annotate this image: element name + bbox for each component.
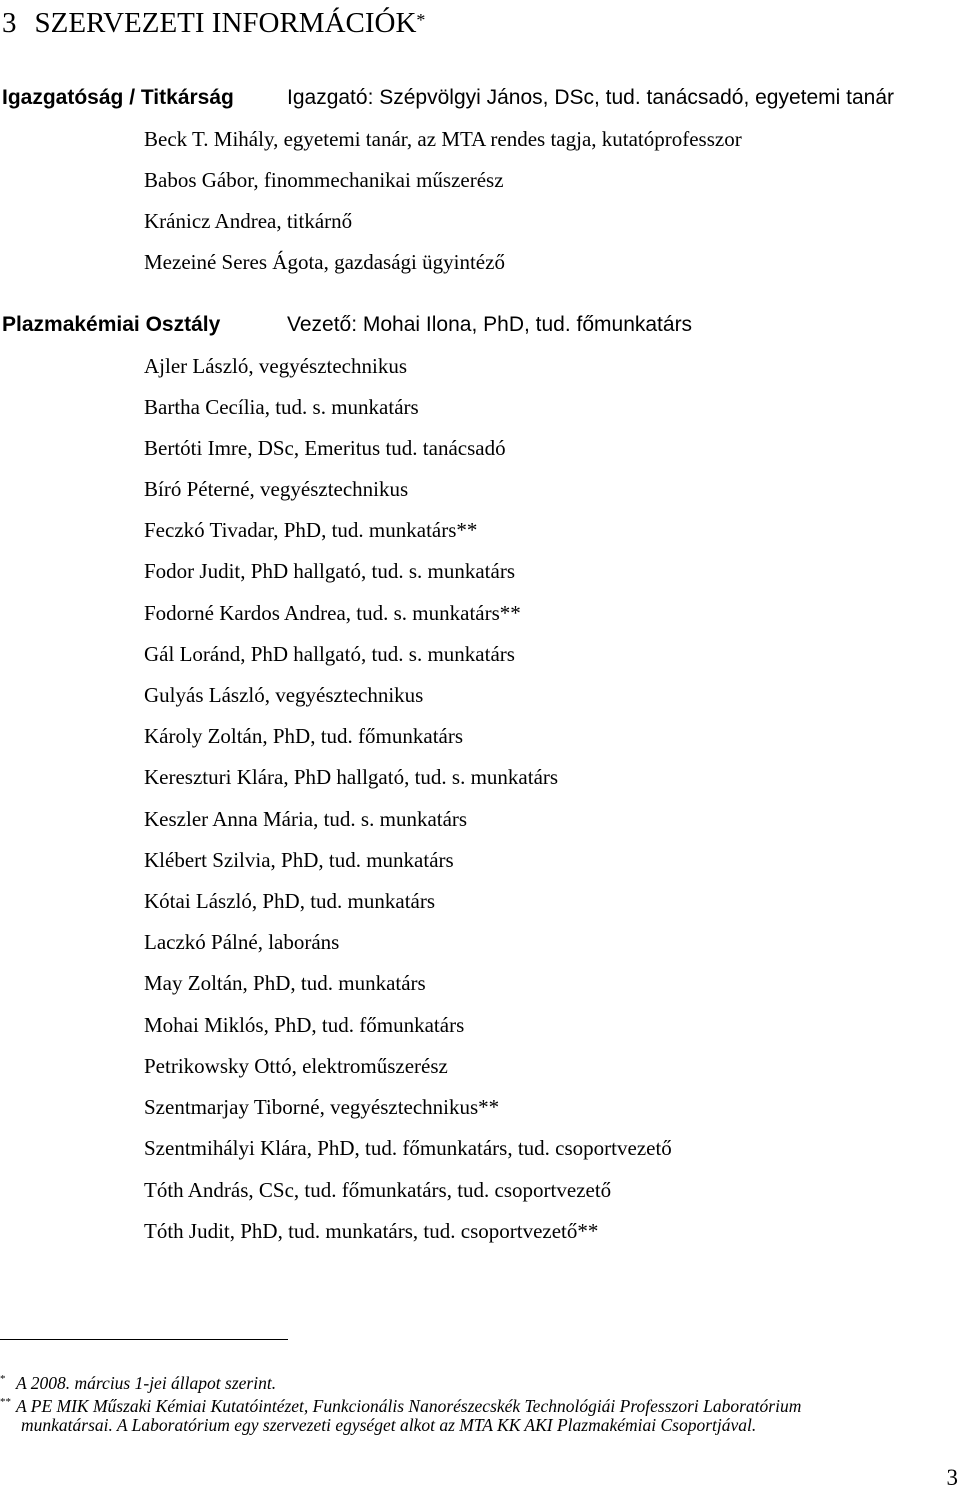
staff-member: Tóth András, CSc, tud. főmunkatárs, tud. csoportvezető	[144, 1178, 612, 1202]
staff-member: Kránicz Andrea, titkárnő	[144, 209, 353, 233]
section-number: 3	[2, 7, 17, 39]
staff-member: Mohai Miklós, PhD, tud. főmunkatárs	[144, 1013, 465, 1037]
dept-label-plazma: Plazmakémiai Osztály	[2, 313, 221, 336]
staff-member: Bertóti Imre, DSc, Emeritus tud. tanácsadó	[144, 436, 506, 460]
staff-member: Mezeiné Seres Ágota, gazdasági ügyintéző	[144, 250, 505, 274]
staff-member: Kereszturi Klára, PhD hallgató, tud. s. munkatárs	[144, 765, 559, 789]
staff-member: May Zoltán, PhD, tud. munkatárs	[144, 971, 426, 995]
staff-member: Gál Loránd, PhD hallgató, tud. s. munkatárs	[144, 642, 515, 666]
staff-member: Feczkó Tivadar, PhD, tud. munkatárs**	[144, 518, 478, 542]
page-number: 3	[946, 1465, 958, 1490]
staff-member: Keszler Anna Mária, tud. s. munkatárs	[144, 807, 468, 831]
staff-member: Klébert Szilvia, PhD, tud. munkatárs	[144, 848, 454, 872]
staff-member: Tóth Judit, PhD, tud. munkatárs, tud. csoportvezető**	[144, 1219, 599, 1243]
staff-member: Gulyás László, vegyésztechnikus	[144, 683, 424, 707]
footnote-separator	[0, 1339, 288, 1340]
footnote-1-mark: *	[0, 1373, 6, 1385]
footnote-2-continuation: munkatársai. A Laboratórium egy szervezeti egységet alkot az MTA KK AKI Plazmakémiai Csoportjával.	[21, 1415, 757, 1435]
section-title-footnote-mark: *	[416, 10, 426, 30]
staff-member: Kótai László, PhD, tud. munkatárs	[144, 889, 436, 913]
dept-leader-plazma: Vezető: Mohai Ilona, PhD, tud. főmunkatárs	[287, 313, 693, 336]
staff-member: Petrikowsky Ottó, elektroműszerész	[144, 1054, 448, 1078]
staff-member: Fodor Judit, PhD hallgató, tud. s. munkatárs	[144, 559, 515, 583]
section-heading	[2, 3, 425, 40]
footnote-1-text: A 2008. március 1-jei állapot szerint.	[16, 1373, 277, 1393]
staff-member: Szentmarjay Tiborné, vegyésztechnikus**	[144, 1095, 500, 1119]
staff-member: Beck T. Mihály, egyetemi tanár, az MTA rendes tagja, kutatóprofesszor	[144, 127, 742, 151]
dept-leader-igazgatosag: Igazgató: Szépvölgyi János, DSc, tud. tanácsadó, egyetemi tanár	[287, 86, 895, 109]
staff-member: Szentmihályi Klára, PhD, tud. főmunkatárs, tud. csoportvezető	[144, 1136, 672, 1160]
staff-member: Bíró Péterné, vegyésztechnikus	[144, 477, 409, 501]
staff-member: Ajler László, vegyésztechnikus	[144, 354, 407, 378]
footnote-2-text-line1: A PE MIK Műszaki Kémiai Kutatóintézet, Funkcionális Nanorészecskék Technológiái Professzori Laboratórium	[16, 1396, 802, 1416]
staff-member: Babos Gábor, finommechanikai műszerész	[144, 168, 504, 192]
staff-member: Fodorné Kardos Andrea, tud. s. munkatárs**	[144, 601, 521, 625]
staff-member: Károly Zoltán, PhD, tud. főmunkatárs	[144, 724, 464, 748]
staff-member: Laczkó Pálné, laboráns	[144, 930, 340, 954]
footnote-2-mark: **	[0, 1396, 11, 1408]
section-title: SZERVEZETI INFORMÁCIÓK	[34, 7, 417, 39]
dept-label-igazgatosag: Igazgatóság / Titkárság	[2, 86, 234, 109]
staff-member: Bartha Cecília, tud. s. munkatárs	[144, 395, 419, 419]
